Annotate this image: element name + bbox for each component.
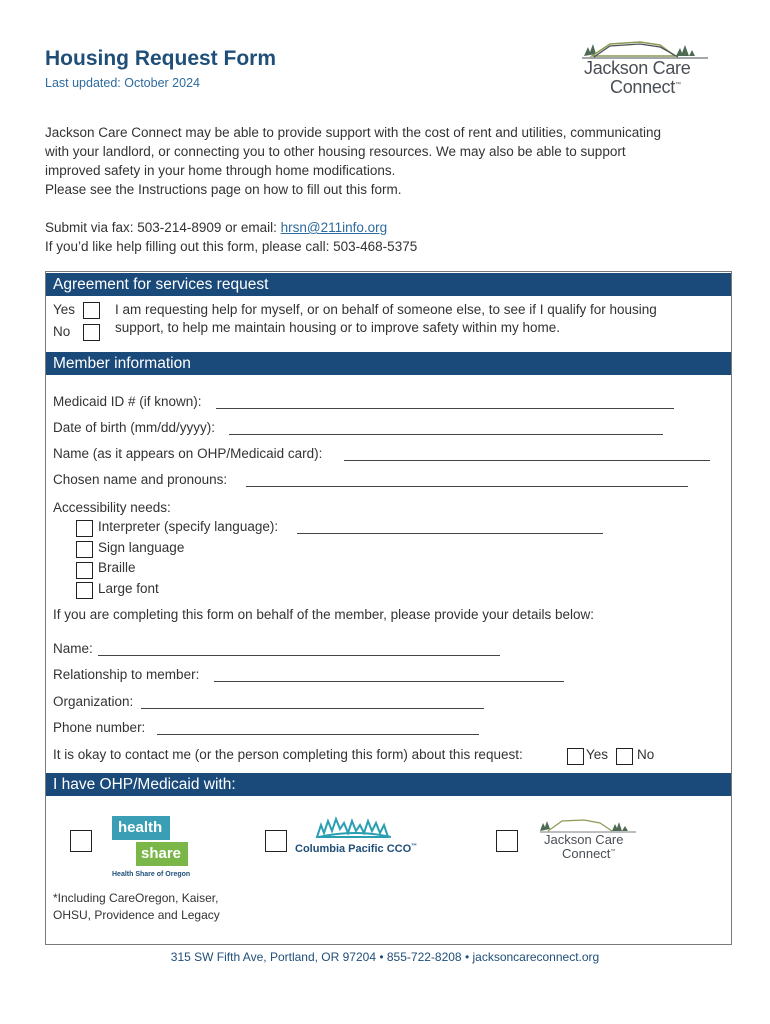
interpreter-label: Interpreter (specify language): [98,519,279,534]
contact-no-checkbox[interactable] [616,748,633,765]
agreement-yes-checkbox[interactable] [83,302,100,319]
treeline-icon [315,815,405,839]
interpreter-language-field[interactable] [297,533,603,534]
jackson-care-checkbox[interactable] [496,830,518,852]
phone-label: Phone number: [53,720,146,735]
relationship-label: Relationship to member: [53,667,200,682]
jackson-care-ohp-logo: Jackson Care Connect™ [538,815,638,865]
contact-yes-label: Yes [586,747,609,762]
columbia-pacific-logo: Columbia Pacific CCO™ [295,815,425,861]
agreement-yes-label: Yes [53,302,76,317]
braille-label: Braille [98,560,136,575]
logo-text-line2: Connect™ [610,77,681,97]
intro-paragraph: Jackson Care Connect may be able to provide support with the cost of rent and utilities, communicating with your landlord, or connecting you to other housing resources. We may also be able to support improved safety in your home through home modifications. Please see the Instructions page on how to fill out this form. [45,125,662,197]
jackson-care-connect-logo [580,36,710,98]
agreement-heading: Agreement for services request [46,273,731,296]
footer-address: 315 SW Fifth Ave, Portland, OR 97204 • 855-722-8208 • jacksoncareconnect.org [170,950,600,964]
braille-checkbox[interactable] [76,562,93,579]
mountain-treeline-small-icon [538,815,638,833]
relationship-field[interactable] [214,681,564,682]
phone-field[interactable] [157,734,479,735]
contact-yes-checkbox[interactable] [567,748,584,765]
dob-label: Date of birth (mm/dd/yyyy): [53,420,216,435]
chosen-name-label: Chosen name and pronouns: [53,472,228,487]
email-link[interactable]: hrsn@211info.org [280,220,388,235]
sign-language-label: Sign language [98,540,185,555]
interpreter-checkbox[interactable] [76,520,93,537]
page-title: Housing Request Form [45,47,277,70]
agreement-no-label: No [53,324,71,339]
health-share-logo: health share Health Share of Oregon [112,816,194,882]
card-name-field[interactable] [344,460,710,461]
mountain-treeline-icon [580,36,710,60]
columbia-pacific-checkbox[interactable] [265,830,287,852]
ohp-note-line1: *Including CareOregon, Kaiser, [53,891,219,905]
behalf-instructions: If you are completing this form on behalf of the member, please provide your details below: [53,607,595,622]
contact-permission-label: It is okay to contact me (or the person completing this form) about this request: [53,747,523,762]
organization-label: Organization: [53,694,134,709]
member-info-heading: Member information [46,352,731,375]
medicaid-id-field[interactable] [216,408,674,409]
organization-field[interactable] [141,708,484,709]
submit-info: Submit via fax: 503-214-8909 or email: hrsn@211info.org If you’d like help filling out this form, please call: 503-468-5375 [45,220,418,254]
health-share-checkbox[interactable] [70,830,92,852]
agreement-text-line2: support, to help me maintain housing or to improve safety within my home. [115,320,560,335]
ohp-note-line2: OHSU, Providence and Legacy [53,908,220,922]
card-name-label: Name (as it appears on OHP/Medicaid card): [53,446,323,461]
proxy-name-label: Name: [53,641,93,656]
contact-no-label: No [637,747,655,762]
proxy-name-field[interactable] [98,655,500,656]
last-updated: Last updated: October 2024 [45,76,200,90]
ohp-heading: I have OHP/Medicaid with: [46,773,731,796]
dob-field[interactable] [229,434,663,435]
medicaid-id-label: Medicaid ID # (if known): [53,394,202,409]
large-font-label: Large font [98,581,159,596]
large-font-checkbox[interactable] [76,582,93,599]
form-container [45,271,732,945]
agreement-no-checkbox[interactable] [83,324,100,341]
accessibility-label: Accessibility needs: [53,500,171,515]
logo-text-line1: Jackson Care [584,58,691,78]
chosen-name-field[interactable] [246,486,688,487]
sign-language-checkbox[interactable] [76,541,93,558]
agreement-text-line1: I am requesting help for myself, or on behalf of someone else, to see if I qualify for housing [115,302,657,317]
